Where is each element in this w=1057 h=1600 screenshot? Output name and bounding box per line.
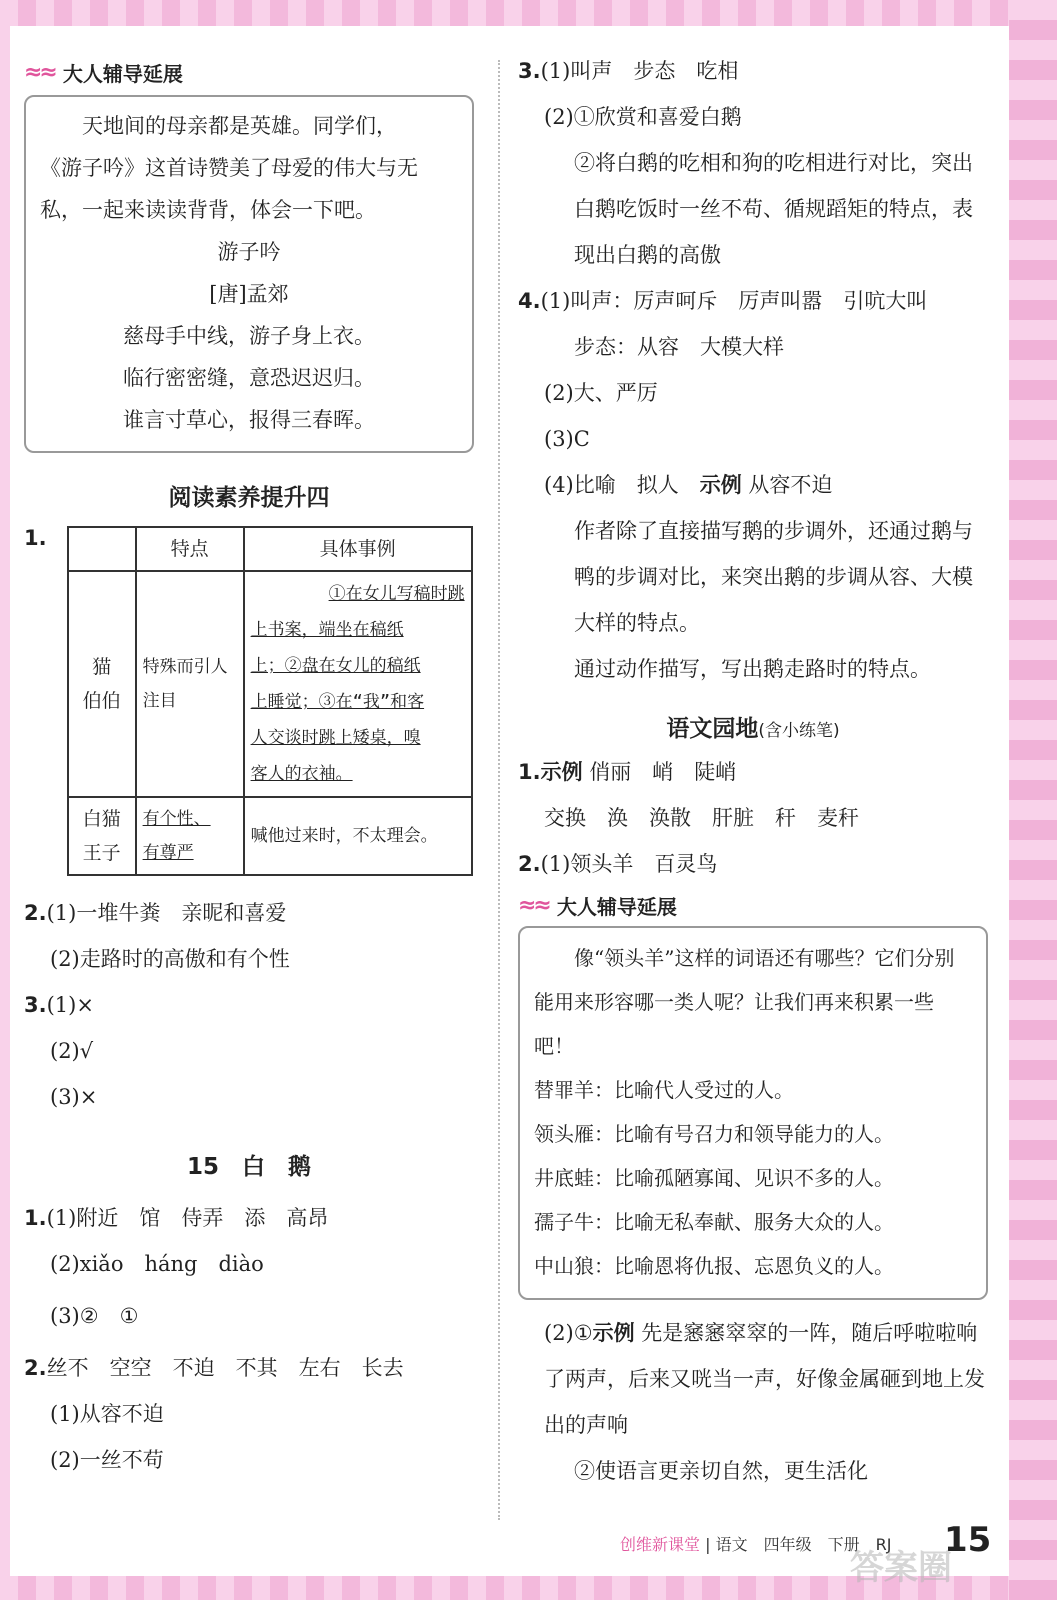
question-number: 2. (24, 1356, 47, 1380)
poem-author: [唐]孟郊 (209, 282, 289, 306)
answer-text: 步态：从容 大模大样 (574, 335, 784, 359)
trait-line: 有尊严 (142, 843, 194, 863)
tip-heading (24, 58, 474, 87)
tip-item: 领头雁：比喻有号召力和领导能力的人。 (534, 1122, 894, 1146)
table-header-cell: 特点 (136, 527, 244, 571)
example-line: ①在女儿写稿时跳 (328, 584, 465, 604)
answer-text: (2)走路时的高傲和有个性 (50, 947, 290, 971)
answer-text: (2)√ (50, 1039, 94, 1063)
question-number: 1. (24, 1206, 47, 1230)
tip-box (518, 926, 988, 1300)
answer-text: (3)× (50, 1085, 98, 1109)
answer-text: (1)附近 馆 侍弄 添 高昂 (46, 1206, 329, 1230)
section-title-garden (518, 710, 988, 743)
tip-intro-line: 私，一起来读读背背，体会一下吧。 (40, 198, 376, 222)
page-border-top (0, 0, 1057, 26)
footer-brand: 创维新课堂 (620, 1535, 701, 1554)
garden-subtitle: (含小练笔) (758, 721, 840, 741)
question-2 (24, 890, 474, 936)
question-number: 3. (518, 59, 541, 83)
example-line: 上书案，端坐在稿纸 (250, 620, 404, 640)
tip-item: 井底蛙：比喻孤陋寡闻、见识不多的人。 (534, 1166, 894, 1190)
question-number: 4. (518, 289, 541, 313)
poem-line: 临行密密缝，意恐迟迟归。 (123, 366, 375, 390)
page-number: 15 (944, 1520, 992, 1560)
answer-text: 先是窸窸窣窣的一阵，随后呼啦啦响了两声，后来又咣当一声，好像金属砸到地上发出的声响 (544, 1321, 985, 1437)
answer-text: (1)从容不迫 (50, 1402, 164, 1426)
column-divider (498, 60, 500, 1520)
question-3 (24, 982, 474, 1028)
answer-text: (2)一丝不苟 (50, 1448, 164, 1472)
table-cell-name: 白猫 王子 (68, 797, 136, 875)
footer-info: | 语文 四年级 下册 RJ (705, 1535, 892, 1554)
question-2-lesson15 (24, 1345, 474, 1391)
question-1-reading (24, 526, 474, 876)
page-border-left (0, 0, 10, 1600)
garden-title: 语文园地 (666, 716, 759, 742)
tip-title: 大人辅导延展 (556, 895, 677, 919)
answer-text: (2)xiǎo háng diào (50, 1252, 264, 1276)
answer-text: (3)C (544, 427, 590, 451)
answer-text: (2)① (544, 1321, 593, 1345)
table-cell-name: 猫 伯伯 (68, 571, 136, 797)
example-label: 示例 (540, 760, 583, 784)
table-cell-example: 喊他过来时，不太理会。 (244, 797, 472, 875)
answer-text: (1)× (46, 993, 94, 1017)
example-line: 客人的衣袖。 (250, 764, 353, 784)
trait-line: 有个性、 (142, 809, 211, 829)
answer-text: (1)领头羊 百灵鸟 (540, 852, 718, 876)
question-number: 1. (24, 526, 47, 550)
example-line: 人交谈时跳上矮桌，嗅 (250, 728, 421, 748)
question-number: 1. (518, 760, 541, 784)
question-4-lesson15 (518, 278, 988, 324)
table-cell-example (244, 571, 472, 797)
poem-line: 慈母手中线，游子身上衣。 (123, 324, 375, 348)
answer-table (67, 526, 473, 876)
example-line: 上睡觉；③在“我”和客 (250, 692, 425, 712)
answer-text: (2)①欣赏和喜爱白鹅 (544, 105, 742, 129)
answer-text: (1)一堆牛粪 亲昵和喜爱 (46, 901, 287, 925)
answer-text: 俏丽 峭 陡峭 (582, 760, 737, 784)
answer-paragraph: 作者除了直接描写鹅的步调外，还通过鹅与鸭的步调对比，来突出鹅的步调从容、大模大样的特点。 (574, 519, 973, 635)
example-line: 上；②盘在女儿的稿纸 (250, 656, 421, 676)
question-number: 2. (24, 901, 47, 925)
answer-text: (1)叫声 步态 吃相 (540, 59, 739, 83)
table-cell-trait: 特殊而引人注目 (136, 571, 244, 797)
left-column (24, 58, 474, 1483)
table-row (68, 571, 472, 797)
tip-intro-line: 《游子吟》这首诗赞美了母爱的伟大与无 (40, 156, 418, 180)
tip-intro: 像“领头羊”这样的词语还有哪些？它们分别能用来形容哪一类人呢？让我们再来积累一些吧！ (534, 946, 955, 1058)
answer-text: ②使语言更亲切自然，更生活化 (574, 1459, 868, 1483)
example-label: 示例 (592, 1321, 635, 1345)
question-3-lesson15 (518, 48, 988, 94)
watermark: 答案圈 (850, 1548, 952, 1588)
answer-paragraph: 通过动作描写，写出鹅走路时的特点。 (574, 657, 931, 681)
answer-text: (2)大、严厉 (544, 381, 658, 405)
page-border-right (1009, 0, 1057, 1600)
answer-text (518, 462, 988, 508)
tip-box (24, 95, 474, 453)
section-title-lesson15: 15 白 鹅 (186, 1154, 311, 1180)
answer-text: (4)比喻 拟人 (544, 473, 700, 497)
answer-text: 从容不迫 (741, 473, 833, 497)
table-header-cell: 具体事例 (244, 527, 472, 571)
table-header-row (68, 527, 472, 571)
wave-icon: ≈≈ (24, 60, 55, 85)
right-column (518, 58, 988, 1494)
tip-heading (518, 891, 988, 920)
table-cell (68, 527, 136, 571)
question-number: 3. (24, 993, 47, 1017)
tip-intro-line: 天地间的母亲都是英雄。同学们， (82, 114, 397, 138)
garden-question-1 (518, 749, 988, 795)
poem-line: 谁言寸草心，报得三春晖。 (123, 408, 375, 432)
question-1-lesson15 (24, 1195, 474, 1241)
section-title-reading: 阅读素养提升四 (168, 485, 330, 511)
answer-text: (1)叫声：厉声呵斥 厉声叫嚣 引吭大叫 (540, 289, 928, 313)
question-number: 2. (518, 852, 541, 876)
poem-title: 游子吟 (217, 240, 281, 264)
tip-item: 替罪羊：比喻代人受过的人。 (534, 1078, 794, 1102)
answer-paragraph: ②将白鹅的吃相和狗的吃相进行对比，突出白鹅吃饭时一丝不苟、循规蹈矩的特点，表现出白鹅的高傲 (574, 151, 973, 267)
table-row (68, 797, 472, 875)
answer-text: (3)② ① (50, 1304, 139, 1328)
answer-paragraph (518, 1310, 988, 1448)
table-cell-trait (136, 797, 244, 875)
garden-question-2 (518, 841, 988, 887)
answer-text: 交换 涣 涣散 肝脏 秆 麦秆 (544, 806, 859, 830)
example-label: 示例 (699, 473, 742, 497)
tip-item: 孺子牛：比喻无私奉献、服务大众的人。 (534, 1210, 894, 1234)
wave-icon: ≈≈ (518, 893, 549, 918)
answer-text: 丝不 空空 不迫 不其 左右 长去 (46, 1356, 404, 1380)
tip-title: 大人辅导延展 (62, 62, 183, 86)
tip-item: 中山狼：比喻恩将仇报、忘恩负义的人。 (534, 1254, 894, 1278)
